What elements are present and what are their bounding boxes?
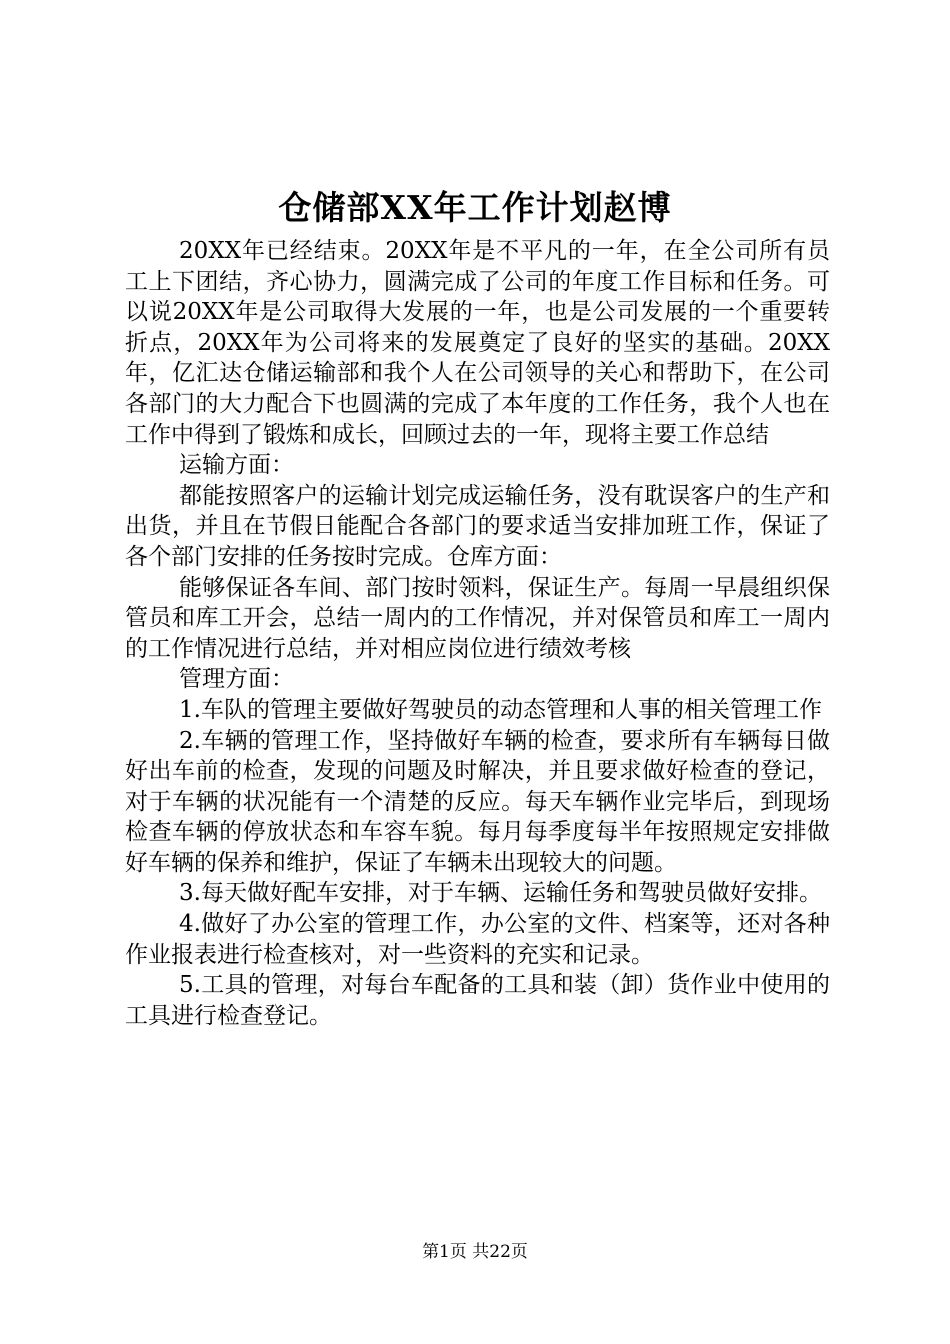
paragraph-warehouse: 能够保证各车间、部门按时领料，保证生产。每周一早晨组织保管员和库工开会，总结一周内的工作情况，并对保管员和库工一周内的工作情况进行总结，并对相应岗位进行绩效考核 xyxy=(125,574,830,662)
document-body xyxy=(125,236,830,1031)
paragraph-intro: 20XX年已经结束。20XX年是不平凡的一年，在全公司所有员工上下团结，齐心协力，圆满完成了公司的年度工作目标和任务。可以说20XX年是公司取得大发展的一年，也是公司发展的一个重要转折点，20XX年为公司将来的发展奠定了良好的坚实的基础。20XX年，亿汇达仓储运输部和我个人在公司领导的关心和帮助下，在公司各部门的大力配合下也圆满的完成了本年度的工作任务，我个人也在工作中得到了锻炼和成长，回顾过去的一年，现将主要工作总结 xyxy=(125,238,830,448)
paragraph-transport: 都能按照客户的运输计划完成运输任务，没有耽误客户的生产和出货，并且在节假日能配合各部门的要求适当安排加班工作，保证了各个部门安排的任务按时完成。仓库方面： xyxy=(125,482,830,570)
paragraph-management-heading: 管理方面： xyxy=(179,666,295,693)
paragraph-item-3: 3.每天做好配车安排，对于车辆、运输任务和驾驶员做好安排。 xyxy=(179,880,822,907)
page-footer: 第1页 共22页 xyxy=(422,1242,528,1262)
paragraph-transport-heading: 运输方面： xyxy=(179,452,295,479)
document-title: 仓储部XX年工作计划赵博 xyxy=(278,188,672,227)
paragraph-item-4: 4.做好了办公室的管理工作，办公室的文件、档案等，还对各种作业报表进行检查核对，对一些资料的充实和记录。 xyxy=(125,911,830,968)
paragraph-item-2: 2.车辆的管理工作，坚持做好车辆的检查，要求所有车辆每日做好出车前的检查，发现的问题及时解决，并且要求做好检查的登记，对于车辆的状况能有一个清楚的反应。每天车辆作业完毕后，到现场检查车辆的停放状态和车容车貌。每月每季度每半年按照规定安排做好车辆的保养和维护，保证了车辆未出现较大的问题。 xyxy=(125,727,830,876)
paragraph-item-5: 5.工具的管理，对每台车配备的工具和装（卸）货作业中使用的工具进行检查登记。 xyxy=(125,972,830,1029)
paragraph-item-1: 1.车队的管理主要做好驾驶员的动态管理和人事的相关管理工作 xyxy=(179,696,822,723)
